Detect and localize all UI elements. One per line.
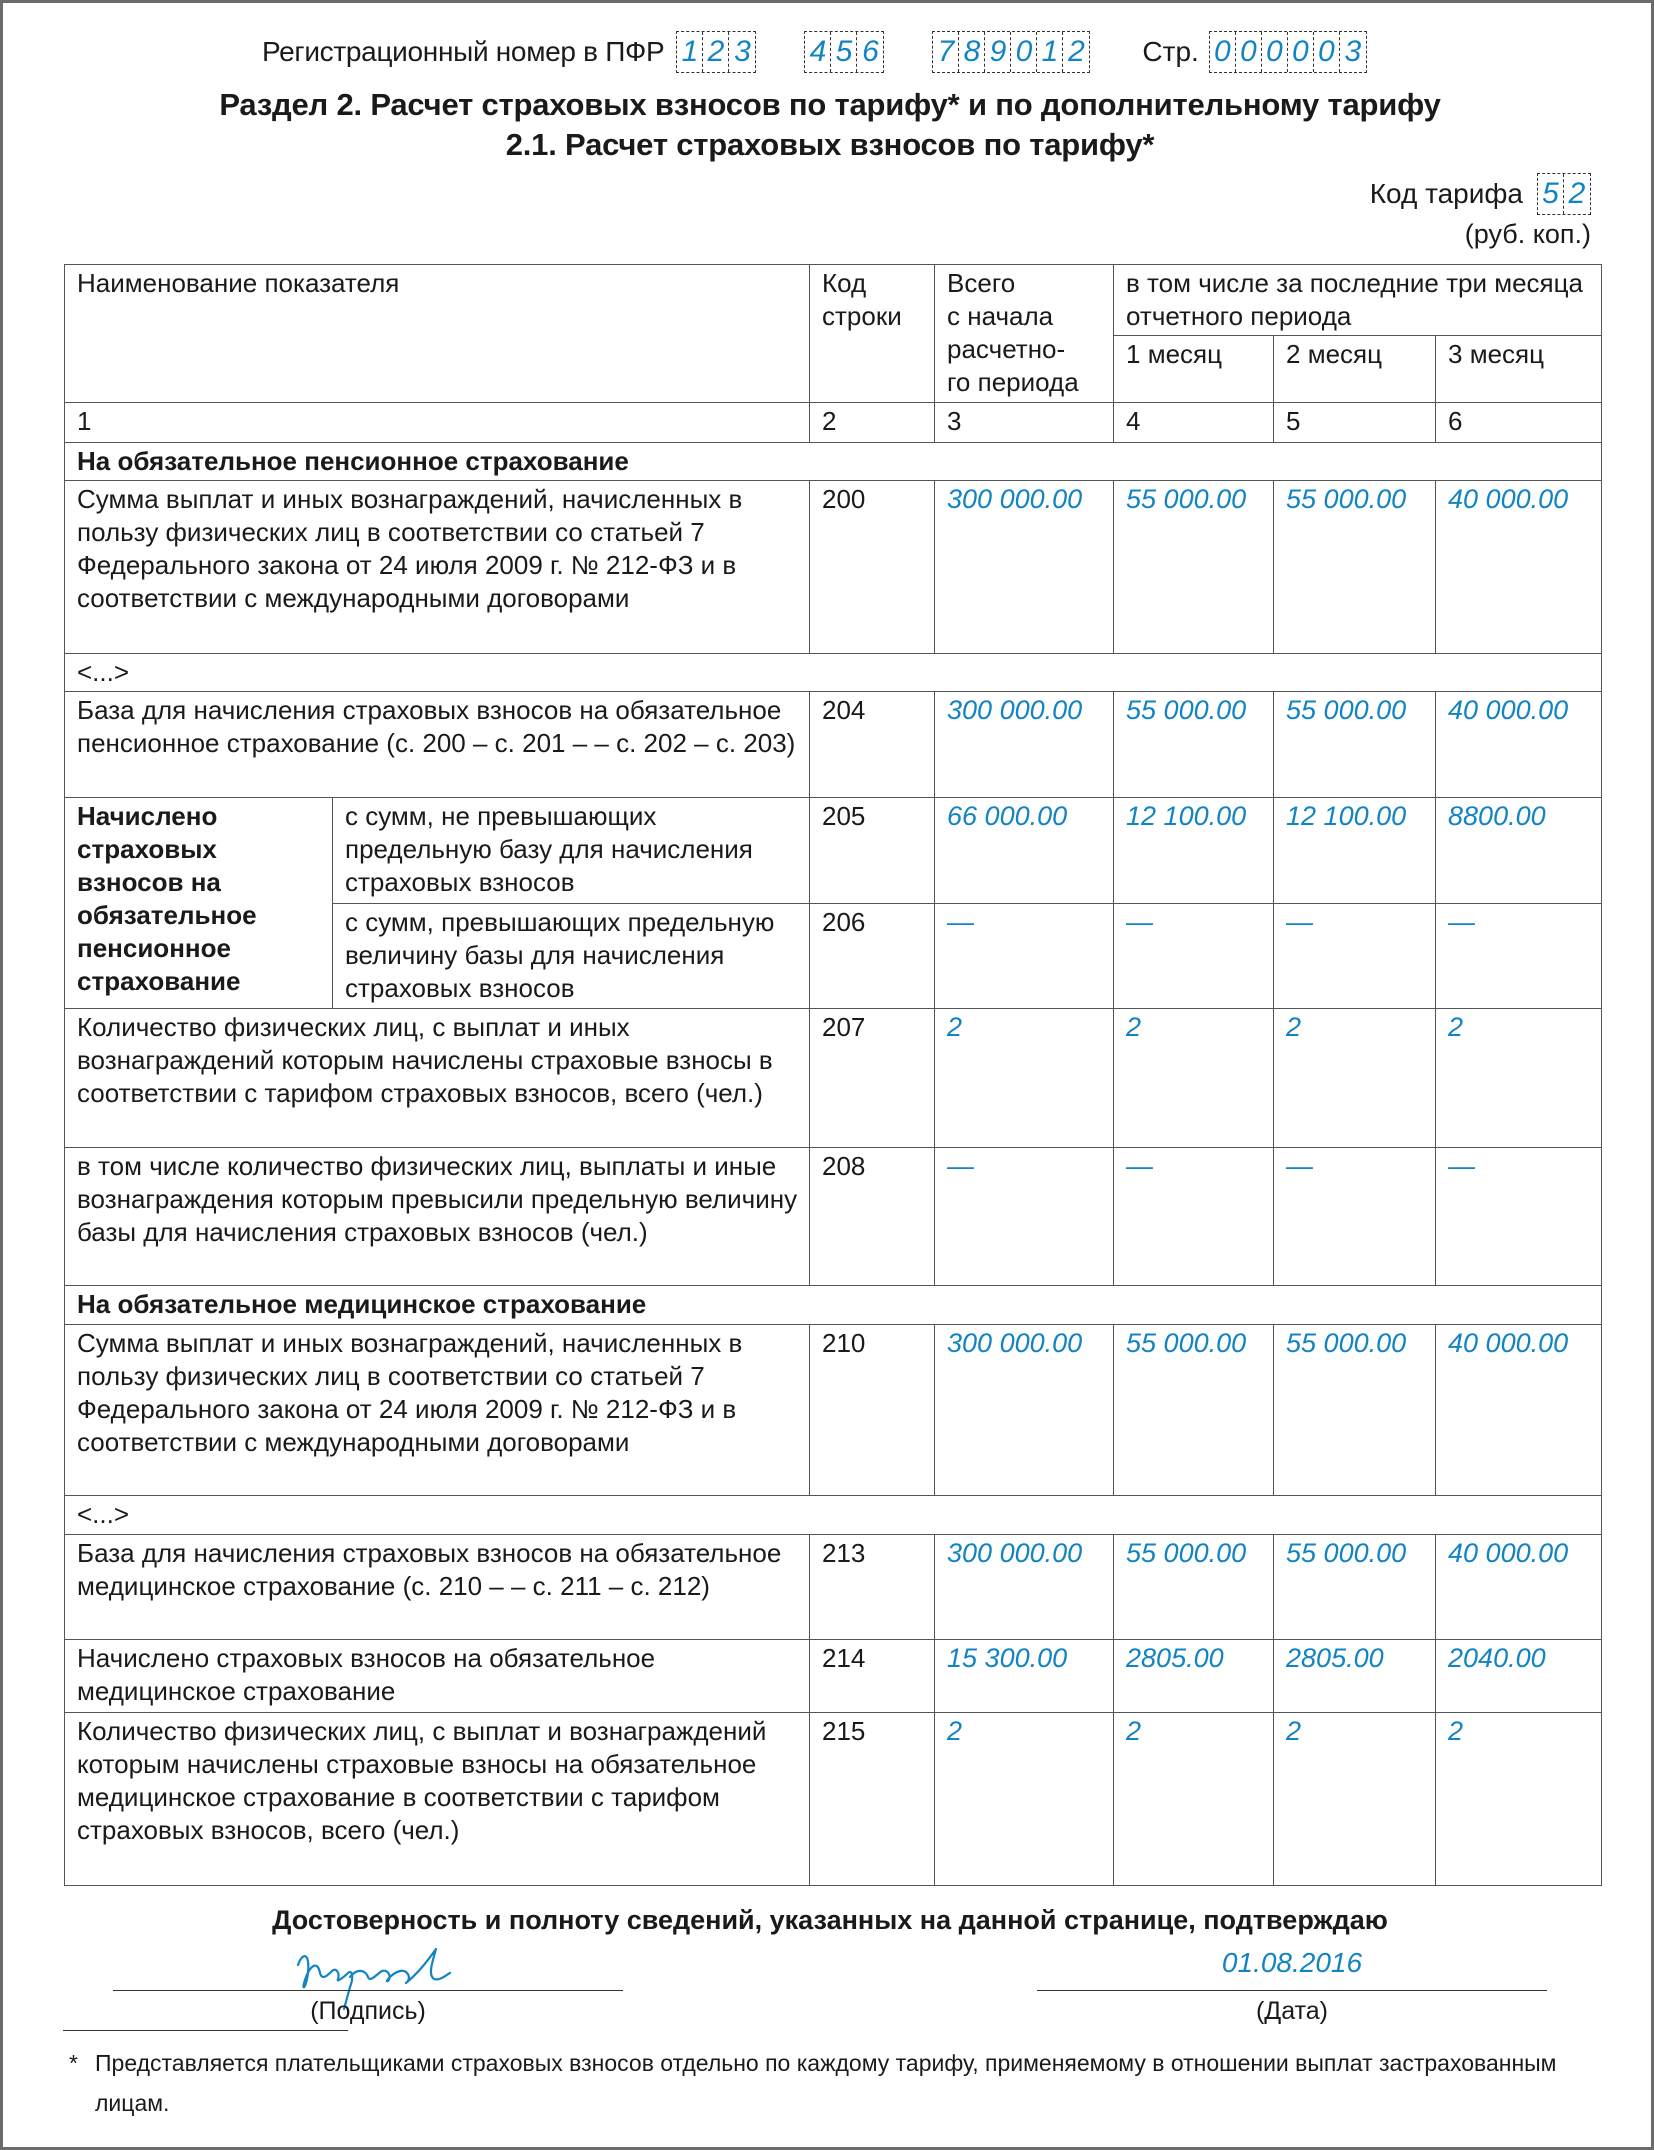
table-row-215 [65, 1713, 1602, 1886]
header-last-three-months: в том числе за последние три месяца отчетного периода [1114, 265, 1602, 336]
table-row-210 [65, 1325, 1602, 1496]
section-title: Раздел 2. Расчет страховых взносов по тарифу* и по дополнительному тарифу [219, 87, 1441, 122]
digit-cell: 9 [985, 32, 1011, 72]
value-month-1[interactable]: 55 000.00 [1114, 692, 1274, 798]
table-row-207 [65, 1009, 1602, 1148]
table-row-214 [65, 1640, 1602, 1713]
value-month-3[interactable]: 40 000.00 [1436, 1325, 1602, 1496]
col-number: 6 [1436, 403, 1602, 443]
row-label: Начислено страховых взносов на обязательное медицинское страхование [65, 1640, 810, 1713]
row-code: 214 [810, 1640, 935, 1713]
digit-cell: 6 [862, 35, 879, 68]
col-number: 3 [935, 403, 1114, 443]
page-number-label: Стр. [1142, 36, 1199, 67]
col-number: 1 [65, 403, 810, 443]
digit-cell: 0 [1262, 32, 1288, 72]
digit-cell: 7 [933, 32, 959, 72]
table-row-208 [65, 1148, 1602, 1286]
contributions-table [64, 264, 1602, 1886]
digit-cell: 0 [1314, 32, 1340, 72]
value-month-3[interactable]: 2040.00 [1436, 1640, 1602, 1713]
value-month-1[interactable]: 12 100.00 [1114, 798, 1274, 904]
value-month-1[interactable]: — [1114, 904, 1274, 1009]
value-month-1[interactable]: 55 000.00 [1114, 1535, 1274, 1640]
value-total[interactable]: 2 [935, 1009, 1114, 1148]
value-month-3[interactable]: 40 000.00 [1436, 692, 1602, 798]
row-code: 210 [810, 1325, 935, 1496]
value-month-2[interactable]: 55 000.00 [1274, 1535, 1436, 1640]
reg-number-group-2[interactable] [804, 31, 884, 73]
digit-cell: 2 [703, 32, 729, 72]
row-label: Количество физических лиц, с выплат и иных вознаграждений которым начислены страховые взносы в соответствии с тарифом страховых взносов, всего (чел.) [65, 1009, 810, 1148]
value-total[interactable]: 300 000.00 [935, 692, 1114, 798]
row-label: База для начисления страховых взносов на обязательное медицинское страхование (с. 210 – – с. 211 – с. 212) [65, 1535, 810, 1640]
omitted-rows-marker: <...> [65, 1496, 1602, 1535]
col-number: 2 [810, 403, 935, 443]
header-total: Всего с начала расчетно- го периода [935, 265, 1114, 403]
section-row-pension [65, 443, 1602, 481]
col-number: 5 [1274, 403, 1436, 443]
table-row-205 [65, 798, 1602, 904]
value-month-3[interactable]: 2 [1436, 1713, 1602, 1886]
tariff-code-label: Код тарифа [1369, 178, 1523, 209]
value-month-1[interactable]: 55 000.00 [1114, 1325, 1274, 1496]
digit-cell: 0 [1011, 32, 1037, 72]
digit-cell: 0 [1236, 32, 1262, 72]
value-total[interactable]: 66 000.00 [935, 798, 1114, 904]
value-total[interactable]: — [935, 1148, 1114, 1286]
reg-number-group-1[interactable] [676, 31, 756, 73]
subsection-title: 2.1. Расчет страховых взносов по тарифу* [505, 127, 1155, 162]
header-month-2: 2 месяц [1274, 336, 1436, 403]
row-code: 207 [810, 1009, 935, 1148]
digit-cell: 4 [805, 32, 831, 72]
date-caption: (Дата) [1255, 1997, 1328, 2025]
footnote-divider [63, 2030, 348, 2031]
digit-cell: 5 [831, 32, 857, 72]
footnote [69, 2043, 1605, 2123]
row-label: в том числе количество физических лиц, выплаты и иные вознаграждения которым превысили предельную величину базы для начисления страховых взносов (чел.) [65, 1148, 810, 1286]
date-line [1037, 1990, 1547, 1991]
value-total[interactable]: 300 000.00 [935, 1325, 1114, 1496]
section-heading: На обязательное медицинское страхование [65, 1286, 1602, 1325]
value-month-2[interactable]: 2 [1274, 1009, 1436, 1148]
value-total[interactable]: — [935, 904, 1114, 1009]
digit-cell: 0 [1288, 32, 1314, 72]
value-month-2[interactable]: 55 000.00 [1274, 481, 1436, 654]
row-label: Количество физических лиц, с выплат и вознаграждений которым начислены страховые взносы на обязательное медицинское страхование в соответствии с тарифом страховых взносов, всего (чел.) [65, 1713, 810, 1886]
row-label: База для начисления страховых взносов на обязательное пенсионное страхование (с. 200 – с. 201 – – с. 202 – с. 203) [65, 692, 810, 798]
value-month-2[interactable]: — [1274, 904, 1436, 1009]
footnote-marker: * [69, 2050, 78, 2076]
value-month-3[interactable]: 40 000.00 [1436, 481, 1602, 654]
digit-cell: 1 [1037, 32, 1063, 72]
section-heading: На обязательное пенсионное страхование [65, 443, 1602, 481]
row-label: с сумм, превышающих предельную величину базы для начисления страховых взносов [333, 904, 810, 1009]
tariff-code-line [1370, 173, 1591, 215]
reg-number-label: Регистрационный номер в ПФР [262, 36, 665, 67]
currency-units: (руб. коп.) [1464, 219, 1591, 249]
value-month-3[interactable]: — [1436, 904, 1602, 1009]
value-month-3[interactable]: 40 000.00 [1436, 1535, 1602, 1640]
value-total[interactable]: 2 [935, 1713, 1114, 1886]
row-code: 213 [810, 1535, 935, 1640]
ellipsis-row [65, 654, 1602, 692]
row-code: 204 [810, 692, 935, 798]
table-row-200 [65, 481, 1602, 654]
row-code: 206 [810, 904, 935, 1009]
reg-number-group-3[interactable] [932, 31, 1090, 73]
registration-number-line [262, 31, 1367, 73]
confirmation-statement: Достоверность и полноту сведений, указанных на данной странице, подтверждаю [272, 1905, 1388, 1935]
header-code: Код строки [810, 265, 935, 403]
page-number-field[interactable] [1209, 31, 1367, 73]
value-total[interactable]: 300 000.00 [935, 481, 1114, 654]
row-code: 200 [810, 481, 935, 654]
date-value[interactable]: 01.08.2016 [1221, 1947, 1363, 1978]
value-month-1[interactable]: — [1114, 1148, 1274, 1286]
accrued-group-label: Начислено страховых взносов на обязательное пенсионное страхование [65, 798, 333, 1009]
row-code: 208 [810, 1148, 935, 1286]
digit-cell: 5 [1538, 174, 1564, 214]
value-month-2[interactable]: 2 [1274, 1713, 1436, 1886]
value-month-1[interactable]: 55 000.00 [1114, 481, 1274, 654]
column-numbers-row [65, 403, 1602, 443]
value-month-1[interactable]: 2 [1114, 1713, 1274, 1886]
digit-cell: 3 [1344, 35, 1362, 68]
signature-line[interactable] [113, 1990, 623, 1991]
value-month-2[interactable]: — [1274, 1148, 1436, 1286]
tariff-code-field[interactable] [1537, 173, 1591, 215]
value-month-3[interactable]: 8800.00 [1436, 798, 1602, 904]
section-row-medical [65, 1286, 1602, 1325]
header-month-3: 3 месяц [1436, 336, 1602, 403]
value-total[interactable]: 300 000.00 [935, 1535, 1114, 1640]
table-row-204 [65, 692, 1602, 798]
row-label: Сумма выплат и иных вознаграждений, начисленных в пользу физических лиц в соответствии со статьей 7 Федерального закона от 24 июля 2009 г. № 212-ФЗ и в соответствии с международными договорами [65, 481, 810, 654]
header-month-1: 1 месяц [1114, 336, 1274, 403]
value-total[interactable]: 15 300.00 [935, 1640, 1114, 1713]
value-month-2[interactable]: 55 000.00 [1274, 692, 1436, 798]
value-month-2[interactable]: 55 000.00 [1274, 1325, 1436, 1496]
digit-cell: 2 [1568, 177, 1586, 210]
value-month-2[interactable]: 12 100.00 [1274, 798, 1436, 904]
row-code: 215 [810, 1713, 935, 1886]
digit-cell: 0 [1210, 32, 1236, 72]
footnote-text: Представляется плательщиками страховых взносов отдельно по каждому тарифу, применяемому в отношении выплат застрахованным лицам. [95, 2050, 1557, 2116]
col-number: 4 [1114, 403, 1274, 443]
table-row-213 [65, 1535, 1602, 1640]
digit-cell: 1 [677, 32, 703, 72]
value-month-2[interactable]: 2805.00 [1274, 1640, 1436, 1713]
value-month-3[interactable]: — [1436, 1148, 1602, 1286]
row-code: 205 [810, 798, 935, 904]
digit-cell: 3 [734, 35, 751, 68]
row-label: с сумм, не превышающих предельную базу для начисления страховых взносов [333, 798, 810, 904]
value-month-1[interactable]: 2 [1114, 1009, 1274, 1148]
table-header-row [65, 265, 1602, 336]
header-name: Наименование показателя [65, 265, 810, 403]
row-label: Сумма выплат и иных вознаграждений, начисленных в пользу физических лиц в соответствии со статьей 7 Федерального закона от 24 июля 2009 г. № 212-ФЗ и в соответствии с международными договорами [65, 1325, 810, 1496]
digit-cell: 2 [1068, 35, 1085, 68]
digit-cell: 8 [959, 32, 985, 72]
ellipsis-row [65, 1496, 1602, 1535]
value-month-3[interactable]: 2 [1436, 1009, 1602, 1148]
omitted-rows-marker: <...> [65, 654, 1602, 692]
value-month-1[interactable]: 2805.00 [1114, 1640, 1274, 1713]
signature-caption: (Подпись) [310, 1997, 426, 2025]
